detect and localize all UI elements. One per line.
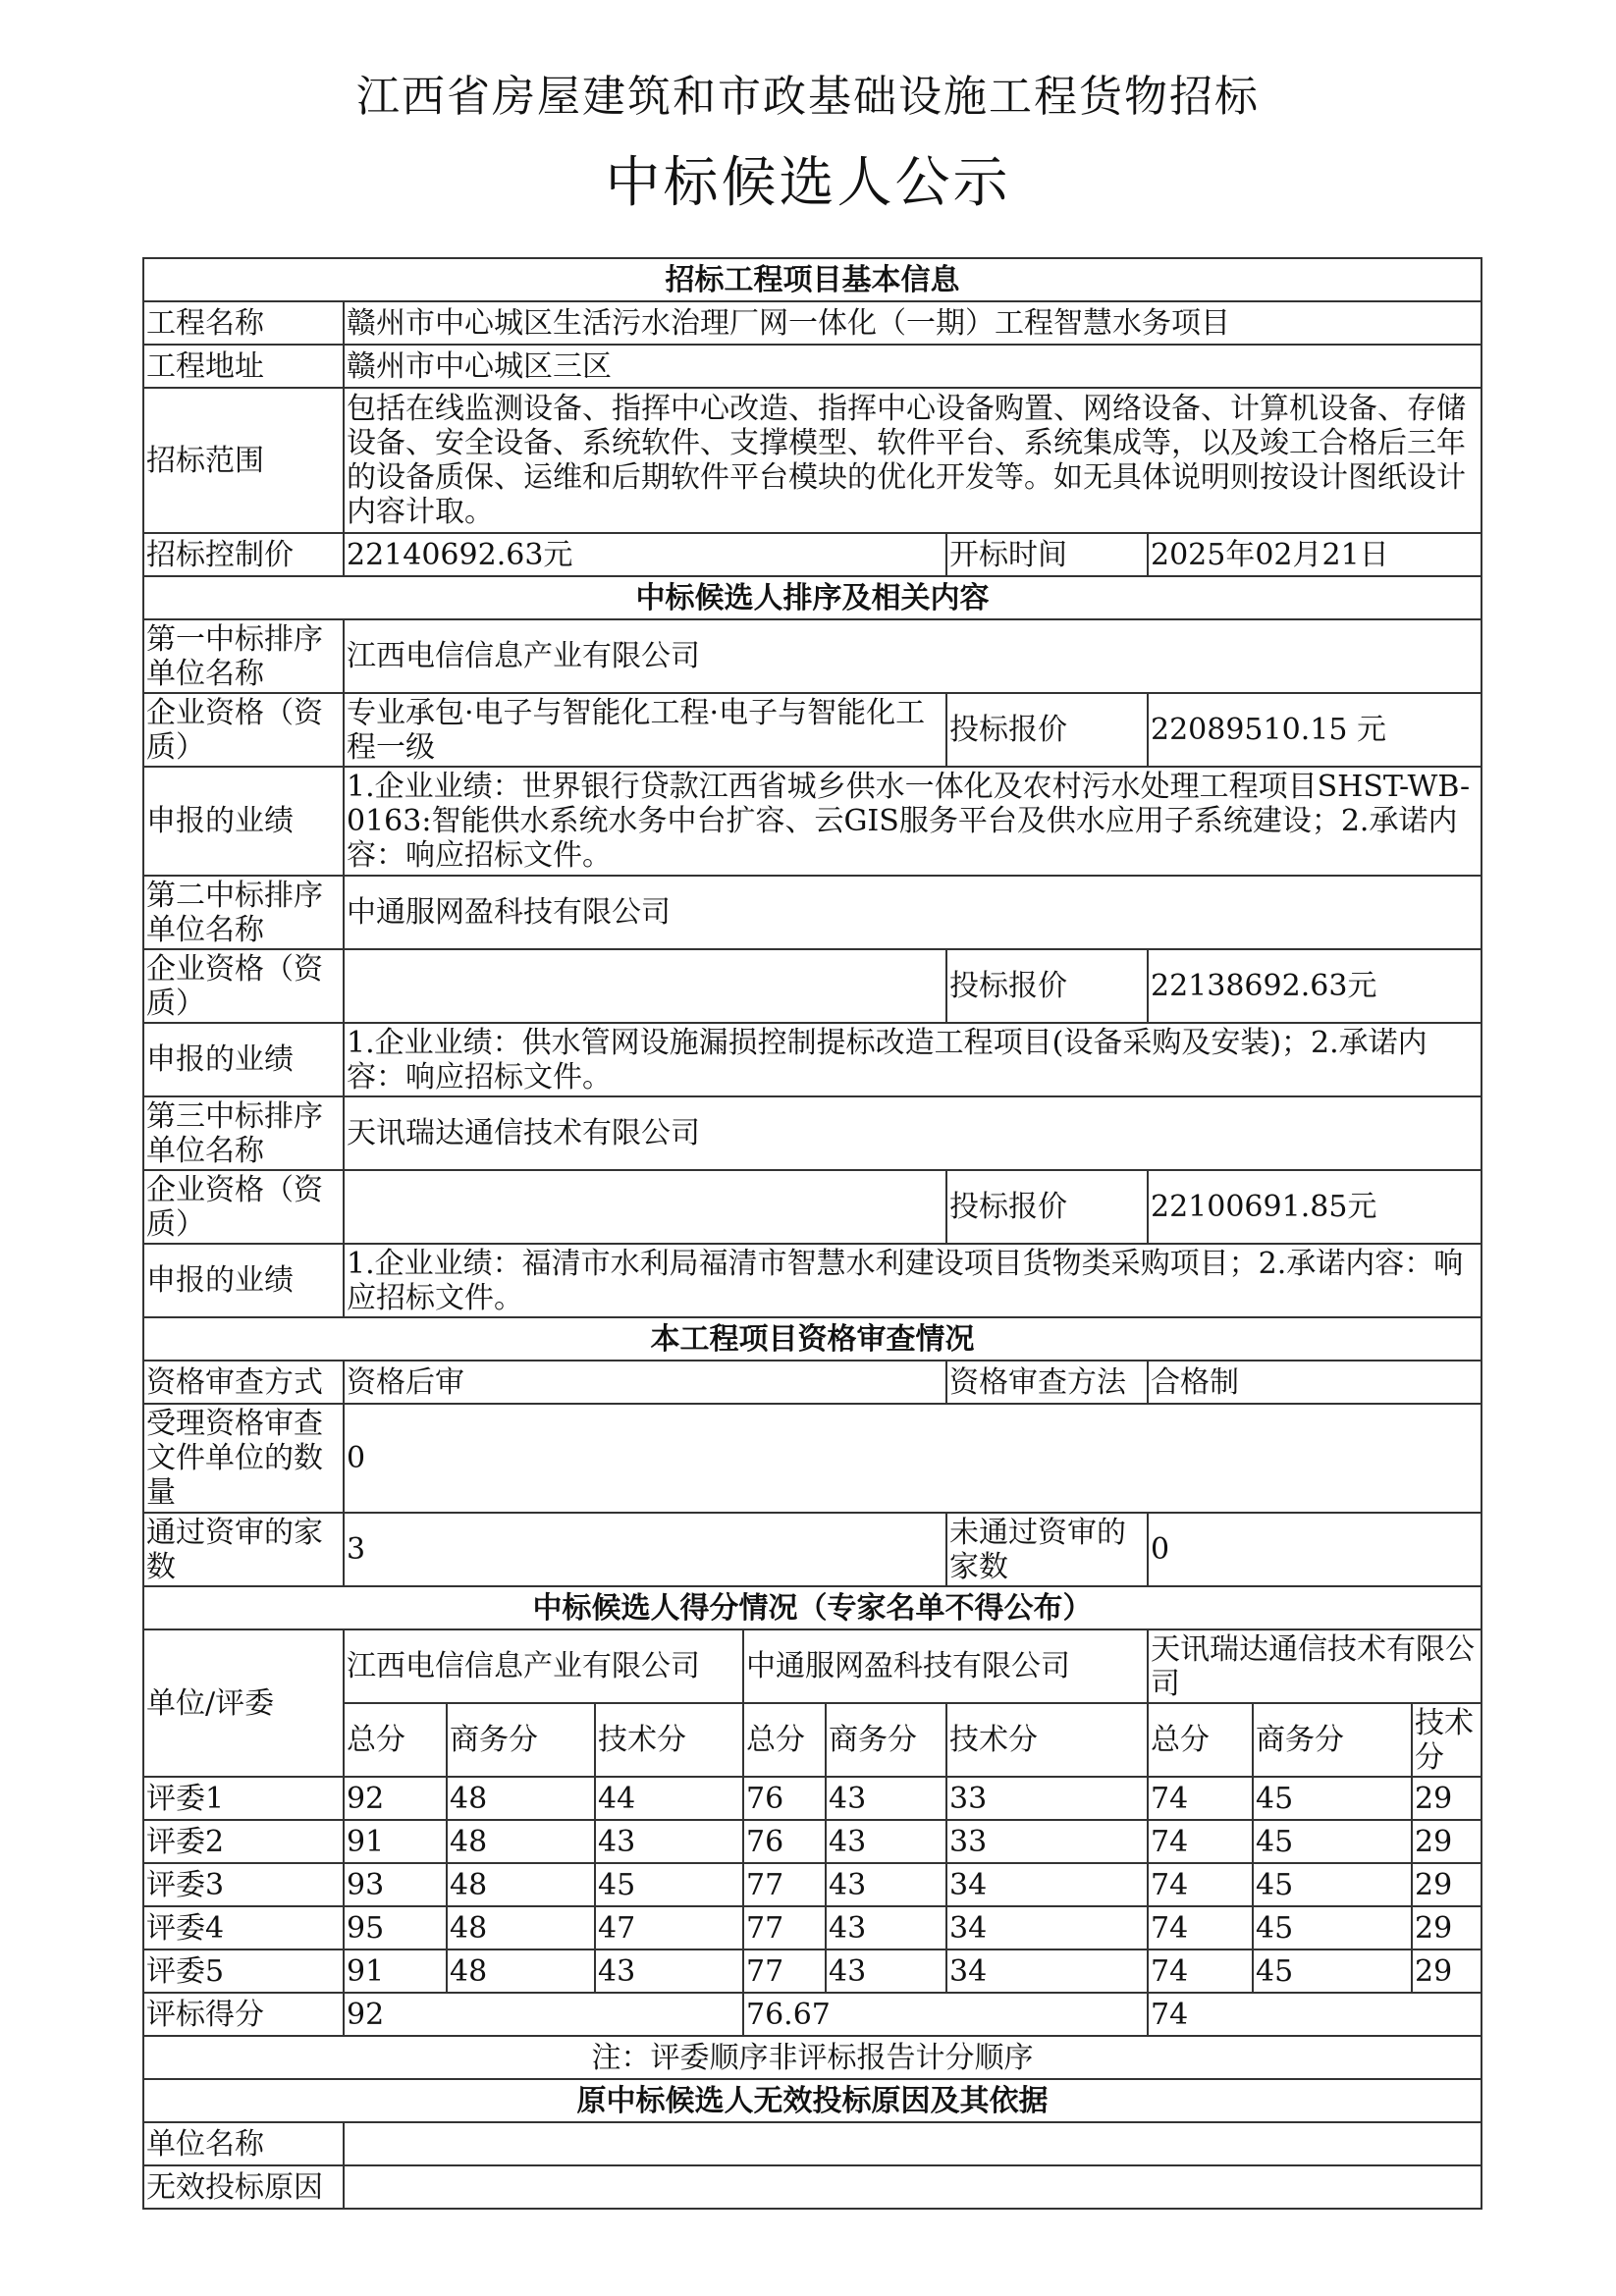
passed-count-value: 3 — [344, 1513, 946, 1586]
final-score-label: 评标得分 — [143, 1993, 344, 2036]
review-method-label: 资格审查方式 — [143, 1361, 344, 1404]
qualification-value — [344, 1170, 946, 1244]
score-cell: 74 — [1148, 1777, 1253, 1820]
judge-label: 评委2 — [143, 1820, 344, 1863]
candidate-name: 天讯瑞达通信技术有限公司 — [344, 1096, 1481, 1170]
performance-label: 申报的业绩 — [143, 1023, 344, 1096]
invalid-reason-value — [344, 2165, 1481, 2209]
performance-label: 申报的业绩 — [143, 1244, 344, 1317]
judge-score-row — [143, 1906, 1481, 1949]
judge-label: 评委1 — [143, 1777, 344, 1820]
qualification-value — [344, 949, 946, 1023]
score-sub-header: 技术分 — [595, 1703, 743, 1777]
score-cell: 29 — [1412, 1906, 1481, 1949]
candidate-rank-label: 第三中标排序单位名称 — [143, 1096, 344, 1170]
notice-table — [142, 257, 1482, 2210]
score-cell: 34 — [946, 1949, 1148, 1993]
score-cell: 45 — [1253, 1949, 1412, 1993]
performance-value: 1.企业业绩：福清市水利局福清市智慧水利建设项目货物类采购项目；2.承诺内容：响应招标文件。 — [344, 1244, 1481, 1317]
section-invalid-bids: 原中标候选人无效投标原因及其依据 — [143, 2079, 1481, 2122]
score-cell: 33 — [946, 1820, 1148, 1863]
passed-count-label: 通过资审的家数 — [143, 1513, 344, 1586]
score-company-header: 江西电信信息产业有限公司 — [344, 1629, 743, 1703]
judge-label: 评委5 — [143, 1949, 344, 1993]
bid-scope-value: 包括在线监测设备、指挥中心改造、指挥中心设备购置、网络设备、计算机设备、存储设备、安全设备、系统软件、支撑模型、软件平台、系统集成等，以及竣工合格后三年的设备质保、运维和后期软件平台模块的优化开发等。如无具体说明则按设计图纸设计内容计取。 — [344, 388, 1481, 533]
score-sub-header: 商务分 — [447, 1703, 595, 1777]
score-cell: 29 — [1412, 1949, 1481, 1993]
score-cell: 43 — [826, 1820, 946, 1863]
score-cell: 43 — [826, 1906, 946, 1949]
score-cell: 92 — [344, 1777, 447, 1820]
final-score-value: 74 — [1148, 1993, 1481, 2036]
score-company-header: 中通服网盈科技有限公司 — [743, 1629, 1148, 1703]
candidate-rank-label: 第一中标排序单位名称 — [143, 619, 344, 693]
section-candidates: 中标候选人排序及相关内容 — [143, 576, 1481, 619]
control-price-label: 招标控制价 — [143, 533, 344, 576]
candidate-name: 江西电信信息产业有限公司 — [344, 619, 1481, 693]
section-qualification-review: 本工程项目资格审查情况 — [143, 1317, 1481, 1361]
score-cell: 48 — [447, 1820, 595, 1863]
review-method-value: 资格后审 — [344, 1361, 946, 1404]
score-cell: 77 — [743, 1906, 826, 1949]
score-cell: 74 — [1148, 1863, 1253, 1906]
scores-corner-label: 单位/评委 — [143, 1629, 344, 1777]
score-cell: 45 — [595, 1863, 743, 1906]
score-cell: 77 — [743, 1863, 826, 1906]
score-cell: 45 — [1253, 1777, 1412, 1820]
score-cell: 77 — [743, 1949, 826, 1993]
final-score-value: 92 — [344, 1993, 743, 2036]
qualification-label: 企业资格（资质） — [143, 693, 344, 767]
score-cell: 48 — [447, 1949, 595, 1993]
performance-label: 申报的业绩 — [143, 767, 344, 876]
score-cell: 29 — [1412, 1777, 1481, 1820]
bid-price-label: 投标报价 — [946, 1170, 1148, 1244]
score-cell: 43 — [595, 1820, 743, 1863]
score-note: 注：评委顺序非评标报告计分顺序 — [143, 2036, 1481, 2079]
score-cell: 45 — [1253, 1906, 1412, 1949]
open-time-value: 2025年02月21日 — [1148, 533, 1481, 576]
score-cell: 33 — [946, 1777, 1148, 1820]
score-cell: 47 — [595, 1906, 743, 1949]
score-cell: 45 — [1253, 1863, 1412, 1906]
bid-price-value: 22089510.15 元 — [1148, 693, 1481, 767]
performance-value: 1.企业业绩：世界银行贷款江西省城乡供水一体化及农村污水处理工程项目SHST-WB-0163:智能供水系统水务中台扩容、云GIS服务平台及供水应用子系统建设；2.承诺内容：响应招标文件。 — [344, 767, 1481, 876]
project-name-value: 赣州市中心城区生活污水治理厂网一体化（一期）工程智慧水务项目 — [344, 301, 1481, 345]
qualification-label: 企业资格（资质） — [143, 949, 344, 1023]
qualification-label: 企业资格（资质） — [143, 1170, 344, 1244]
score-company-header: 天讯瑞达通信技术有限公司 — [1148, 1629, 1481, 1703]
bid-price-value: 22100691.85元 — [1148, 1170, 1481, 1244]
score-sub-header: 总分 — [743, 1703, 826, 1777]
invalid-unit-label: 单位名称 — [143, 2122, 344, 2165]
score-cell: 44 — [595, 1777, 743, 1820]
score-cell: 29 — [1412, 1863, 1481, 1906]
score-cell: 43 — [595, 1949, 743, 1993]
score-sub-header: 技术分 — [1412, 1703, 1481, 1777]
score-cell: 74 — [1148, 1820, 1253, 1863]
control-price-value: 22140692.63元 — [344, 533, 946, 576]
score-cell: 95 — [344, 1906, 447, 1949]
score-sub-header: 技术分 — [946, 1703, 1148, 1777]
failed-count-value: 0 — [1148, 1513, 1481, 1586]
bid-scope-label: 招标范围 — [143, 388, 344, 533]
invalid-unit-value — [344, 2122, 1481, 2165]
score-cell: 74 — [1148, 1949, 1253, 1993]
judge-label: 评委4 — [143, 1906, 344, 1949]
review-approach-label: 资格审查方法 — [946, 1361, 1148, 1404]
invalid-reason-label: 无效投标原因 — [143, 2165, 344, 2209]
project-address-label: 工程地址 — [143, 345, 344, 388]
score-sub-header: 商务分 — [826, 1703, 946, 1777]
candidate-rank-label: 第二中标排序单位名称 — [143, 876, 344, 949]
review-approach-value: 合格制 — [1148, 1361, 1481, 1404]
score-cell: 43 — [826, 1777, 946, 1820]
score-cell: 76 — [743, 1820, 826, 1863]
score-cell: 29 — [1412, 1820, 1481, 1863]
candidate-name: 中通服网盈科技有限公司 — [344, 876, 1481, 949]
score-rows — [143, 1777, 1481, 1993]
accepted-count-label: 受理资格审查文件单位的数量 — [143, 1404, 344, 1513]
judge-score-row — [143, 1863, 1481, 1906]
qualification-value: 专业承包·电子与智能化工程·电子与智能化工程一级 — [344, 693, 946, 767]
judge-score-row — [143, 1820, 1481, 1863]
score-cell: 91 — [344, 1820, 447, 1863]
score-sub-header: 总分 — [344, 1703, 447, 1777]
score-sub-header: 商务分 — [1253, 1703, 1412, 1777]
project-name-label: 工程名称 — [143, 301, 344, 345]
score-cell: 45 — [1253, 1820, 1412, 1863]
score-cell: 48 — [447, 1863, 595, 1906]
score-cell: 34 — [946, 1906, 1148, 1949]
document-title: 江西省房屋建筑和市政基础设施工程货物招标 — [356, 72, 1260, 122]
accepted-count-value: 0 — [344, 1404, 1481, 1513]
final-score-value: 76.67 — [743, 1993, 1148, 2036]
document-subtitle: 中标候选人公示 — [605, 151, 1011, 215]
score-cell: 76 — [743, 1777, 826, 1820]
section-scores: 中标候选人得分情况（专家名单不得公布） — [143, 1586, 1481, 1629]
score-cell: 93 — [344, 1863, 447, 1906]
score-cell: 34 — [946, 1863, 1148, 1906]
project-address-value: 赣州市中心城区三区 — [344, 345, 1481, 388]
judge-score-row — [143, 1777, 1481, 1820]
score-cell: 91 — [344, 1949, 447, 1993]
score-sub-header: 总分 — [1148, 1703, 1253, 1777]
bid-price-value: 22138692.63元 — [1148, 949, 1481, 1023]
bid-price-label: 投标报价 — [946, 949, 1148, 1023]
section-basic-info: 招标工程项目基本信息 — [143, 258, 1481, 301]
failed-count-label: 未通过资审的家数 — [946, 1513, 1148, 1586]
bid-price-label: 投标报价 — [946, 693, 1148, 767]
score-cell: 48 — [447, 1777, 595, 1820]
judge-label: 评委3 — [143, 1863, 344, 1906]
score-cell: 43 — [826, 1863, 946, 1906]
judge-score-row — [143, 1949, 1481, 1993]
score-cell: 43 — [826, 1949, 946, 1993]
score-cell: 48 — [447, 1906, 595, 1949]
performance-value: 1.企业业绩：供水管网设施漏损控制提标改造工程项目(设备采购及安装)；2.承诺内容：响应招标文件。 — [344, 1023, 1481, 1096]
score-cell: 74 — [1148, 1906, 1253, 1949]
open-time-label: 开标时间 — [946, 533, 1148, 576]
